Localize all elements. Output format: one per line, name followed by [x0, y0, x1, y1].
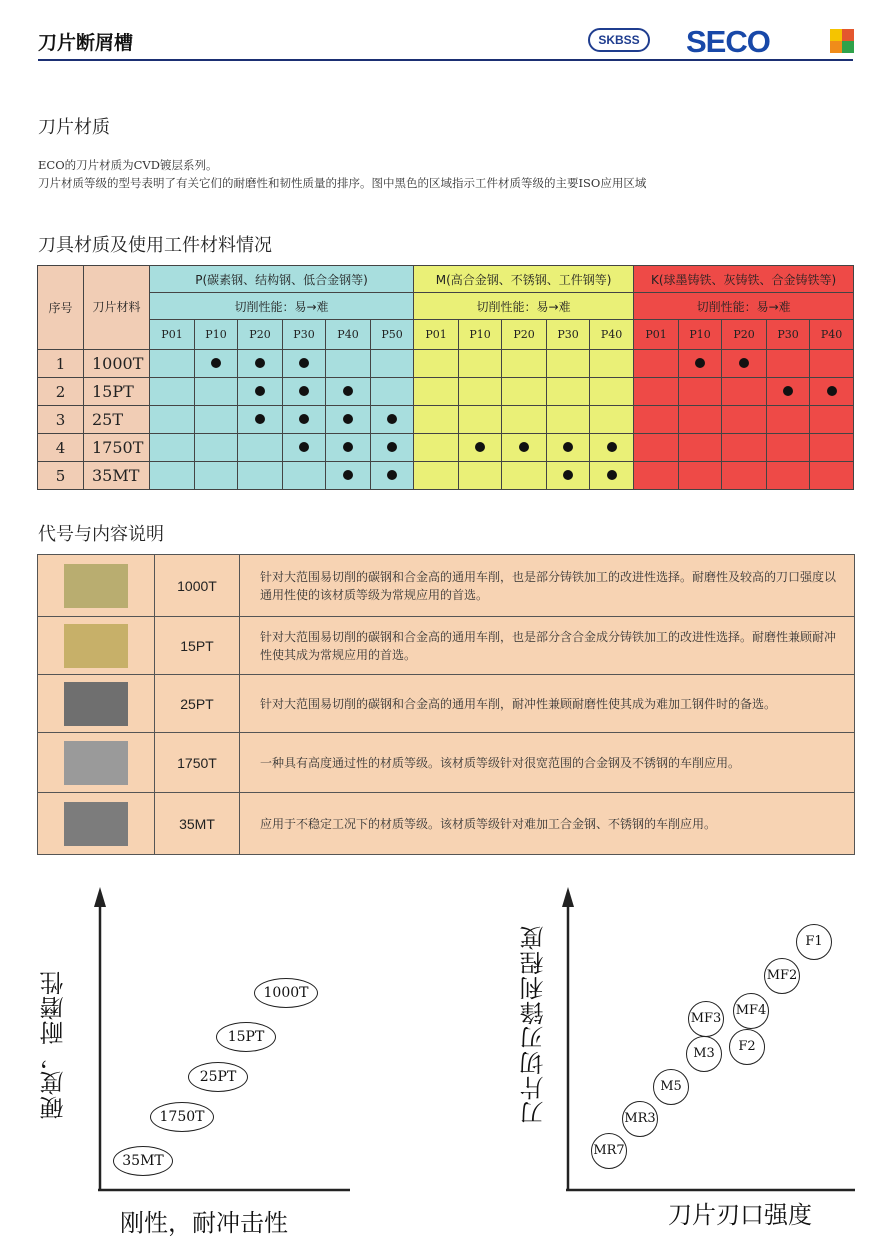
cell-p-1 [195, 406, 238, 434]
application-dot [563, 470, 573, 480]
application-dot [519, 442, 529, 452]
cell-p-3 [283, 378, 326, 406]
cell-p-5 [371, 406, 414, 434]
cell-m-0 [414, 434, 459, 462]
cell-k-1 [679, 462, 722, 490]
cell-m-2 [502, 462, 547, 490]
cell-m-0 [414, 462, 459, 490]
cell-k-4 [810, 378, 854, 406]
cell-p-2 [238, 434, 283, 462]
application-dot [255, 414, 265, 424]
col-label-k-4: P40 [810, 320, 854, 350]
cell-m-4 [590, 378, 634, 406]
application-dot [343, 414, 353, 424]
cell-p-3 [283, 406, 326, 434]
cell-k-1 [679, 434, 722, 462]
cell-p-1 [195, 434, 238, 462]
grade-code: 1000T [155, 555, 240, 617]
application-dot [387, 414, 397, 424]
cell-p-1 [195, 378, 238, 406]
chart-2-point-m5: M5 [653, 1069, 689, 1105]
application-dot [607, 470, 617, 480]
swatch-cell [38, 675, 155, 733]
group-k-header: K(球墨铸铁、灰铸铁、合金铸铁等) [634, 266, 854, 293]
cell-m-0 [414, 350, 459, 378]
cell-p-1 [195, 350, 238, 378]
cell-k-1 [679, 350, 722, 378]
cell-p-0 [150, 406, 195, 434]
group-p-cutting: 切削性能：易→难 [150, 293, 414, 320]
col-label-m-0: P01 [414, 320, 459, 350]
row-grade: 25T [84, 406, 150, 434]
chart-1-point-15pt: 15PT [216, 1022, 276, 1052]
grade-code: 25PT [155, 675, 240, 733]
seco-logo: SECO [686, 24, 770, 59]
swatch-cell [38, 617, 155, 675]
table-row [38, 434, 854, 462]
cell-p-5 [371, 378, 414, 406]
cell-k-0 [634, 406, 679, 434]
group-k-cutting: 切削性能：易→难 [634, 293, 854, 320]
col-label-k-2: P20 [722, 320, 767, 350]
cell-k-3 [767, 462, 810, 490]
cell-m-1 [459, 462, 502, 490]
cell-k-0 [634, 434, 679, 462]
coating-sample-image [64, 802, 128, 846]
cell-p-3 [283, 462, 326, 490]
application-dot [827, 386, 837, 396]
group-p-header: P(碳素钢、结构钢、低合金钢等) [150, 266, 414, 293]
application-dot [299, 442, 309, 452]
cell-p-3 [283, 434, 326, 462]
header-divider [38, 59, 853, 61]
table-row [38, 406, 854, 434]
col-label-p-3: P30 [283, 320, 326, 350]
chart-2-point-m3: M3 [686, 1036, 722, 1072]
cell-p-4 [326, 406, 371, 434]
cell-m-1 [459, 406, 502, 434]
cell-k-1 [679, 406, 722, 434]
cell-m-2 [502, 434, 547, 462]
grade-description: 针对大范围易切削的碳钢和合金高的通用车削，也是部分铸铁加工的改进性选择。耐磨性及较高的刀口强度以通用性使的该材质等级为常规应用的首选。 [240, 555, 855, 617]
cell-p-4 [326, 434, 371, 462]
cell-m-2 [502, 406, 547, 434]
cell-k-3 [767, 350, 810, 378]
coating-sample-image [64, 741, 128, 785]
grade-code: 35MT [155, 793, 240, 855]
cell-p-0 [150, 378, 195, 406]
table-row [38, 350, 854, 378]
chart-2-point-f2: F2 [729, 1029, 765, 1065]
grade-description-table [37, 554, 855, 855]
chart-2-point-mr3: MR3 [622, 1101, 658, 1137]
cell-m-2 [502, 350, 547, 378]
cell-k-0 [634, 462, 679, 490]
grade-application-table [37, 265, 854, 490]
materials-heading: 刀片材质 [38, 117, 110, 138]
cell-m-4 [590, 350, 634, 378]
page-title: 刀片断屑槽 [38, 32, 134, 54]
cell-k-4 [810, 434, 854, 462]
intro-line-1: ECO的刀片材质为CVD镀层系列。 [38, 158, 218, 172]
application-dot [739, 358, 749, 368]
cell-m-1 [459, 378, 502, 406]
chart-2-point-mf3: MF3 [688, 1001, 724, 1037]
chart-1-y-arrow [94, 887, 106, 907]
col-label-k-0: P01 [634, 320, 679, 350]
seco-logo-squares [830, 29, 854, 53]
coating-sample-image [64, 624, 128, 668]
row-number: 5 [38, 462, 84, 490]
chart-1-point-25pt: 25PT [188, 1062, 248, 1092]
cell-m-1 [459, 350, 502, 378]
chart-2-y-arrow [562, 887, 574, 907]
col-label-p-1: P10 [195, 320, 238, 350]
row-grade: 35MT [84, 462, 150, 490]
application-dot [343, 386, 353, 396]
cell-m-4 [590, 462, 634, 490]
row-number: 4 [38, 434, 84, 462]
cell-k-0 [634, 350, 679, 378]
col-label-m-3: P30 [547, 320, 590, 350]
cell-p-3 [283, 350, 326, 378]
table-row [38, 378, 854, 406]
chart-1-point-1000t: 1000T [254, 978, 318, 1008]
table-row [38, 462, 854, 490]
row-grade: 1000T [84, 350, 150, 378]
grade-description: 针对大范围易切削的碳钢和合金高的通用车削，也是部分含合金成分铸铁加工的改进性选择。耐磨性兼顾耐冲性使其成为常规应用的首选。 [240, 617, 855, 675]
chart-sharpness-strength [510, 885, 860, 1245]
cell-m-0 [414, 378, 459, 406]
codes-heading: 代号与内容说明 [38, 524, 164, 545]
cell-p-4 [326, 462, 371, 490]
cell-k-1 [679, 378, 722, 406]
cell-m-1 [459, 434, 502, 462]
row-number: 1 [38, 350, 84, 378]
row-number: 3 [38, 406, 84, 434]
cell-p-5 [371, 462, 414, 490]
skbss-logo: SKBSS [588, 28, 650, 52]
cell-k-0 [634, 378, 679, 406]
cell-p-2 [238, 462, 283, 490]
row-number: 2 [38, 378, 84, 406]
chart-2-point-mf2: MF2 [764, 958, 800, 994]
grade-code: 1750T [155, 733, 240, 793]
col-grade-header: 刀片材料 [84, 266, 150, 350]
description-row [38, 733, 855, 793]
row-grade: 1750T [84, 434, 150, 462]
chart-1-axes [38, 885, 358, 1195]
cell-m-4 [590, 434, 634, 462]
cell-k-2 [722, 406, 767, 434]
chart-2-point-f1: F1 [796, 924, 832, 960]
cell-p-0 [150, 434, 195, 462]
chart-1-y-label: 硬度，耐磨性 [40, 970, 68, 1120]
swatch-cell [38, 793, 155, 855]
col-label-k-3: P30 [767, 320, 810, 350]
cell-m-0 [414, 406, 459, 434]
chart-1-x-label: 刚性，耐冲击性 [120, 1209, 288, 1237]
cell-k-3 [767, 434, 810, 462]
cell-k-3 [767, 406, 810, 434]
application-dot [343, 470, 353, 480]
cell-k-3 [767, 378, 810, 406]
grade-table-heading: 刀具材质及使用工件材料情况 [38, 235, 272, 256]
application-dot [211, 358, 221, 368]
swatch-cell [38, 555, 155, 617]
description-row [38, 555, 855, 617]
cell-p-2 [238, 350, 283, 378]
description-row [38, 675, 855, 733]
application-dot [695, 358, 705, 368]
application-dot [387, 442, 397, 452]
col-label-p-2: P20 [238, 320, 283, 350]
application-dot [343, 442, 353, 452]
cell-k-4 [810, 462, 854, 490]
description-row [38, 793, 855, 855]
chart-2-x-label: 刀片刃口强度 [668, 1201, 812, 1229]
cell-p-4 [326, 378, 371, 406]
grade-description: 针对大范围易切削的碳钢和合金高的通用车削，耐冲性兼顾耐磨性使其成为难加工钢件时的备选。 [240, 675, 855, 733]
col-label-m-2: P20 [502, 320, 547, 350]
cell-k-2 [722, 378, 767, 406]
chart-2-point-mr7: MR7 [591, 1133, 627, 1169]
coating-sample-image [64, 682, 128, 726]
cell-m-3 [547, 406, 590, 434]
col-seq-header: 序号 [38, 266, 84, 350]
col-label-m-1: P10 [459, 320, 502, 350]
row-grade: 15PT [84, 378, 150, 406]
group-m-cutting: 切削性能：易→难 [414, 293, 634, 320]
cell-k-2 [722, 462, 767, 490]
col-label-p-4: P40 [326, 320, 371, 350]
coating-sample-image [64, 564, 128, 608]
chart-2-y-label: 刀片切刃锋利程度 [520, 925, 548, 1125]
cell-k-2 [722, 434, 767, 462]
cell-m-3 [547, 350, 590, 378]
cell-m-4 [590, 406, 634, 434]
col-label-m-4: P40 [590, 320, 634, 350]
application-dot [475, 442, 485, 452]
application-dot [255, 358, 265, 368]
cell-p-5 [371, 434, 414, 462]
application-dot [783, 386, 793, 396]
chart-hardness-toughness [38, 885, 358, 1245]
group-m-header: M(高合金钢、不锈钢、工件钢等) [414, 266, 634, 293]
col-label-p-0: P01 [150, 320, 195, 350]
cell-k-4 [810, 350, 854, 378]
cell-p-0 [150, 462, 195, 490]
application-dot [299, 386, 309, 396]
application-dot [255, 386, 265, 396]
grade-code: 15PT [155, 617, 240, 675]
chart-1-point-1750t: 1750T [150, 1102, 214, 1132]
col-label-p-5: P50 [371, 320, 414, 350]
application-dot [387, 470, 397, 480]
cell-p-1 [195, 462, 238, 490]
chart-2-point-mf4: MF4 [733, 993, 769, 1029]
cell-p-5 [371, 350, 414, 378]
cell-k-2 [722, 350, 767, 378]
intro-line-2: 刀片材质等级的型号表明了有关它们的耐磨性和韧性质量的排序。图中黑色的区域指示工件材质等级的主要ISO应用区域 [38, 176, 647, 190]
grade-description: 一种具有高度通过性的材质等级。该材质等级针对很宽范围的合金钢及不锈钢的车削应用。 [240, 733, 855, 793]
application-dot [299, 414, 309, 424]
cell-p-2 [238, 406, 283, 434]
application-dot [563, 442, 573, 452]
application-dot [607, 442, 617, 452]
col-label-k-1: P10 [679, 320, 722, 350]
cell-m-2 [502, 378, 547, 406]
cell-p-0 [150, 350, 195, 378]
grade-description: 应用于不稳定工况下的材质等级。该材质等级针对难加工合金钢、不锈钢的车削应用。 [240, 793, 855, 855]
cell-p-2 [238, 378, 283, 406]
materials-intro [38, 156, 646, 192]
cell-k-4 [810, 406, 854, 434]
description-row [38, 617, 855, 675]
cell-p-4 [326, 350, 371, 378]
cell-m-3 [547, 434, 590, 462]
cell-m-3 [547, 378, 590, 406]
cell-m-3 [547, 462, 590, 490]
swatch-cell [38, 733, 155, 793]
chart-1-point-35mt: 35MT [113, 1146, 173, 1176]
application-dot [299, 358, 309, 368]
